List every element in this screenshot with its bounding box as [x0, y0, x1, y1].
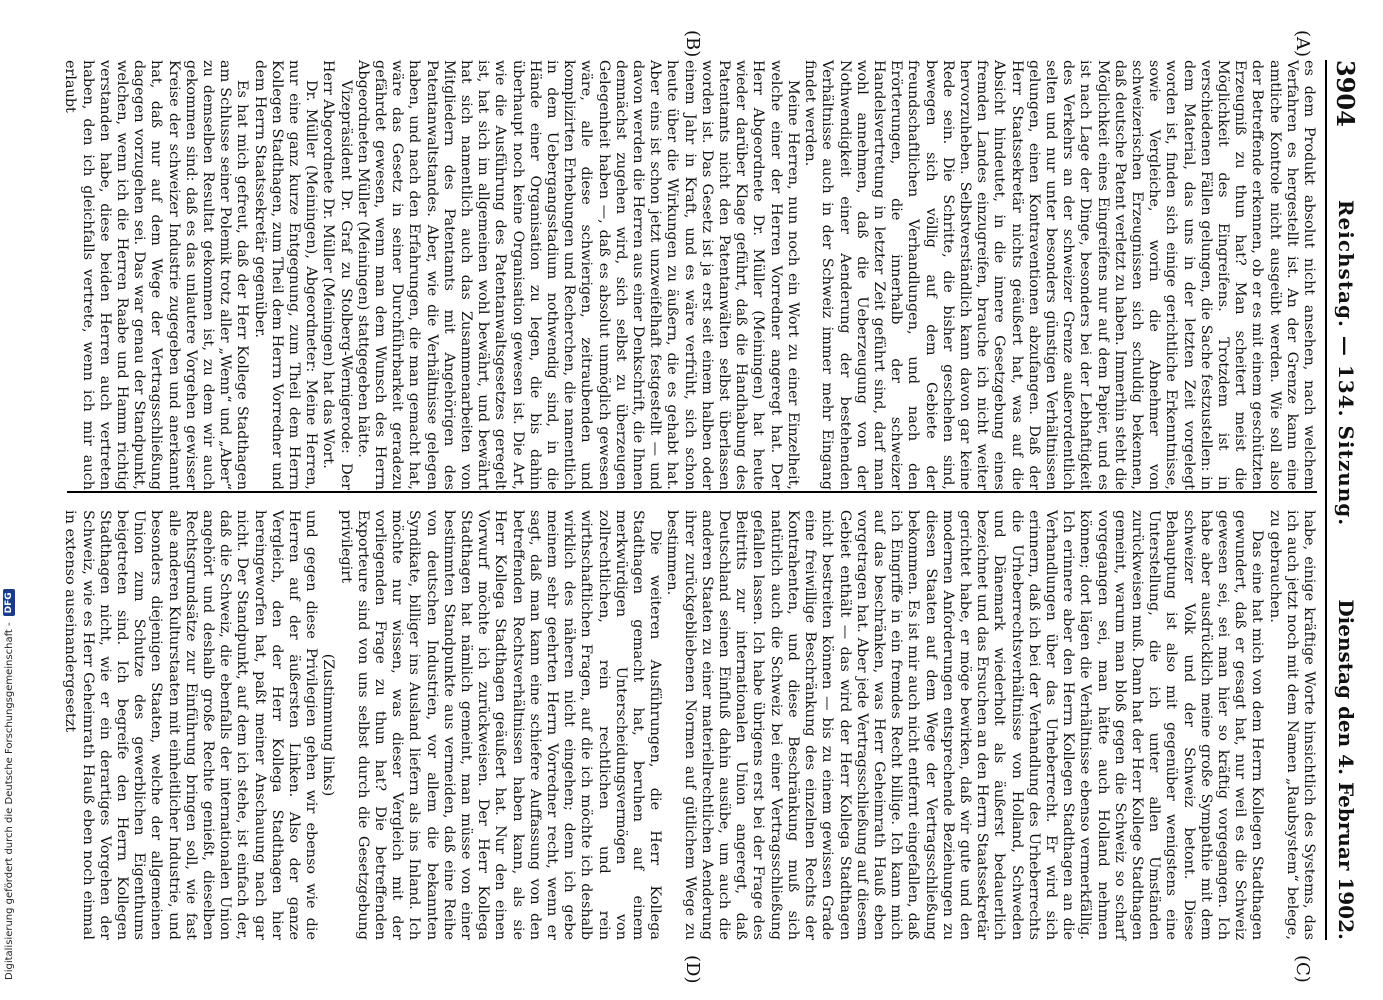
- paragraph: Es hat mich gefreut, daß der Herr Kollege Stadthagen am Schlusse seiner Polemik trotz aller „Wenn“ und „Aber“ zu demselben Resultat gekommen ist, zu dem wir auch gekommen sind: daß es das unlautere Vorgehen gewisser Kreise der schweizer Industrie zugegeben und anerkannt hat, daß nur auf dem Wege der Vertragsschließung dagegen vorzugehen sei. Das war genau der Standpunkt, welchen, wenn ich die Herren Raabe und Hamm richtig verstanden habe, diese beiden Herren auch vertreten haben, den ich gleichfalls vertrete, wenn ich mir auch erlaubt: [62, 60, 251, 490]
- dfg-logo: DFG: [3, 589, 15, 616]
- margin-marker-c: (C): [1292, 955, 1313, 983]
- margin-marker-a: (A): [1292, 30, 1313, 58]
- digitization-credit: [0, 0, 18, 1000]
- paragraph: (Zustimmung links): [320, 653, 337, 797]
- paragraph: Das eine hat mich von dem Herrn Kollegen Stadthagen gewundert, daß er gesagt hat, nur weil es die Schweiz gewesen sei, sei man hier so kräftig vorgegangen. Ich habe aber ausdrücklich meine große Sympathie mit dem schweizer Volk und der Schweiz betont. Diese Behauptung ist also mit gegenüber wenigstens eine Unterstellung, die ich unter allen Umständen zurückweisen muß. Dann hat der Herr Kollege Stadthagen gemeint, warum man bloß gegen die Schweiz so scharf vorgegangen sei, man hätte auch Holland nehmen können; dort lägen die Verhältnisse ebenso vermerkfällig. Ich erinnere aber den Herrn Kollegen Stadthagen an die Verhandlungen über das Urheberrecht. Er wird sich erinnern, daß ich bei der Verhandlung des Urheberrechts die Urheberrechtsverhältnisse von Holland, Schweden und Dänemark wiederholt als äußerst bedauerlich bezeichnet und das Ersuchen an den Herrn Staatssekretär gerichtet habe, er möge bewirken, daß wir gute und den modernen Anforderungen entsprechende Beziehungen zu diesen Staaten auf dem Wege der Vertragsschließung bekommen. Es ist mir auch nicht entfernt eingefallen, daß ich Eingriffe in ein fremdes Recht billige. Ich kann mich auf das beschränken, was Herr Geheimrath Hauß eben vorgetragen hat. Aber jede Vertragsschließung auf diesem Gebiet enthält — das wird der Herr Kollega Stadthagen nicht bestreiten können — bis zu einem gewissen Grade eine freiwillige Beschränkung des einzelnen Rechts der Kontrahenten, und diese Beschränkung muß sich natürlich auch die Schweiz bei einer Vertragsschließung gefallen lassen. Ich habe übrigens erst bei der Frage des Beitritts zur internationalen Union angeregt, daß Deutschland seinen Einfluß dahin ausübe, um auch die anderen Staaten zu einer materiellrechtlichen Aenderung ihrer zurückgebliebenen Normen auf gütlichem Wege zu bestimmen.: [664, 510, 1266, 940]
- paragraph: habe, einige kräftige Worte hinsichtlich des Systems, das ich auch jetzt noch mit dem Namen „Raubsystem“ belege, zu gebrauchen.: [1266, 510, 1317, 940]
- page-header: [1331, 60, 1361, 940]
- right-column: [62, 510, 1317, 940]
- margin-marker-b: (B): [682, 30, 703, 58]
- paragraph: Meine Herren, nun noch ein Wort zu einer Einzelheit, welche einer der Herren Vorredner angeregt hat. Der Herr Abgeordnete Dr. Müller (Meiningen) hat heute wieder darüber Klage geführt, daß die Handhabung des Patentamts nicht den Patentanwälten selbst überlassen worden ist. Das Gesetz ist ja erst seit einem halben oder einem Jahr in Kraft, und es wäre verfrüht, sich schon heute über die Wirkungen zu äußern, die es gehabt hat. Aber eins ist schon jetzt unzweifelhaft festgestellt — und davon werden die Herren aus einer Denkschrift, die Ihnen demnächst zugehen wird, sich selbst zu überzeugen Gelegenheit haben —, daß es absolut unmöglich gewesen wäre, alle diese schwierigen, zeitraubenden und komplizirten Erhebungen und Recherchen, die namentlich in dem Uebergangsstadium nothwendig sind, in die Hände einer Organisation zu legen, die bis dahin überhaupt noch keine Organisation gewesen ist. Die Art, wie die Ausführung des Patentanwaltsgesetzes geregelt ist, hat sich im allgemeinen wohl bewährt, und bewährt hat sich namentlich auch das Zusammenarbeiten von Mitgliedern des Patentamts mit Angehörigen des Patentanwaltstandes. Aber, wie die Verhältnisse gelegen haben, und nach den Erfahrungen, die man gemacht hat, wäre das Gesetz in seiner Durchführbarkeit geradezu gefährdet gewesen, wenn man dem Wunsch des Herrn Abgeordneten Müller (Meiningen) stattgegeben hätte.: [354, 60, 801, 490]
- paragraph: Vizepräsident Dr. Graf zu Stolberg-Wernigerode: Der Herr Abgeordnete Dr. Müller (Meiningen) hat das Wort.: [320, 60, 354, 490]
- paragraph: es dem Produkt absolut nicht ansehen, nach welchem Verfahren es hergestellt ist. An der Grenze kann eine amtliche Kontrole nicht ausgeübt werden. Wie soll also der Betreffende erkennen, ob er es mit einem geschützten Erzeugniß zu thun hat? Man scheitert meist die Möglichkeit des Eingreifens. Trotzdem ist in verschiedenen Fällen gelungen, die Sache festzustellen: in dem Material, das uns in der letzten Zeit vorgelegt worden ist, finden sich einige gerichtliche Erkenntnisse, sowie Vergleiche, worin die Abnehmer von schweizerischen Erzeugnissen sich schuldig bekennen, daß deutsche Patent verletzt zu haben. Immerhin steht die Möglichkeit eines Eingreifens nur auf dem Papier, und es ist nach Lage der Dinge, besonders bei der Lebhaftigkeit des Verkehrs an der schweizer Grenze außerordentlich selten und nur unter besonders günstigen Verhältnissen gelungen, einen Kontraventionen abzufangen. Daß der Herr Staatssekretär nichts geäußert hat, was auf die Absicht hindeutet, in die innere Gesetzgebung eines fremden Landes einzugreifen, brauche ich nicht weiter hervorzuheben. Selbstverständlich kann davon gar keine Rede sein. Die Schritte, die bisher geschehen sind, bewegen sich völlig auf dem Gebiete der freundschaftlichen Verhandlungen, und nach den Erörterungen, die innerhalb der schweizer Handelsvertretung in letzter Zeit geführt sind, darf man wohl annehmen, daß die Ueberzeugung von der Nothwendigkeit einer Aenderung der bestehenden Verhältnisse auch in der Schweiz immer mehr Eingang findet werden.: [802, 60, 1317, 490]
- paragraph: und gegen diese Privilegien gehen wir ebenso wie die Herren auf der äußersten Linken. Also der ganze Vergleich, den der Herr Kollega Stadthagen hier hereingeworfen hat, paßt meiner Anschauung nach gar nicht. Der Standpunkt, auf dem ich stehe, ist einfach der, daß die Schweiz, die ebenfalls der internationalen Union angehört und deshalb große Rechte genießt, dieselben Rechtsgrundsätze zur Einführung bringen soll, wie fast alle anderen Kulturstaaten mit einheitlicher Industrie, und besonders diejenigen Staaten, welche der allgemeinen Union zum Schutze des gewerblichen Eigenthums beigetreten sind. Ich begreife den Herrn Kollegen Stadthagen nicht, wie er ein derartiges Vorgehen der Schweiz, wie es Herr Geheimrath Hauß eben noch einmal in extenso auseinandergesetzt: [62, 510, 320, 940]
- margin-marker-d: (D): [682, 955, 703, 984]
- column-divider: [67, 491, 1317, 493]
- paragraph: Dr. Müller (Meiningen), Abgeordneter: Meine Herren, nur eine ganz kurze Entgegnung, zum Theil dem Herrn Kollegen Stadthagen, zum Theil dem Herrn Vorredner und dem Herrn Staatssekretär gegenüber.: [251, 60, 320, 490]
- page-number: 3904: [1331, 60, 1361, 127]
- header-date: Dienstag den 4. Februar 1902.: [1334, 599, 1358, 940]
- credit-text: Digitalisierung gefördert durch die Deutsche Forschungsgemeinschaft -: [3, 622, 15, 980]
- header-title: Reichstag. — 134. Sitzung.: [1334, 199, 1358, 527]
- left-column: [62, 60, 1317, 490]
- paragraph: Die weiteren Ausführungen, die Herr Kollega Stadthagen gemacht hat, beruhen auf einem merkwürdigen Unterscheidungsvermögen von zollrechtlichen, rein rechtlichen und rein wirthschaftlichen Fragen, auf die ich möchte ich deshalb wirklich des näheren nicht eingehen; denn ich gebe meinem sehr geehrten Herrn Vorredner recht, wenn er sagt, daß man kann eine schiefere Auffassung von den betreffenden Rechtsverhältnissen haben kann, als sie Herr Kollega Stadthagen geäußert hat. Nur den einen Vorwurf möchte ich zurückweisen. Der Herr Kollega Stadthagen hat nämlich gemeint, man müsse von einer bestimmten Standpunkte aus vermeiden, daß eine Reihe von deutschen Industrien, vor allem die bekannten Syndikate, billiger ins Ausland liefern als ins Inland. Ich möchte nur wissen, was dieser Vergleich mit der vorliegenden Frage zu thun hat? Die betreffenden Exporteure sind von uns selbst durch die Gesetzgebung privilegirt: [337, 510, 664, 940]
- header-rule: [1325, 60, 1327, 940]
